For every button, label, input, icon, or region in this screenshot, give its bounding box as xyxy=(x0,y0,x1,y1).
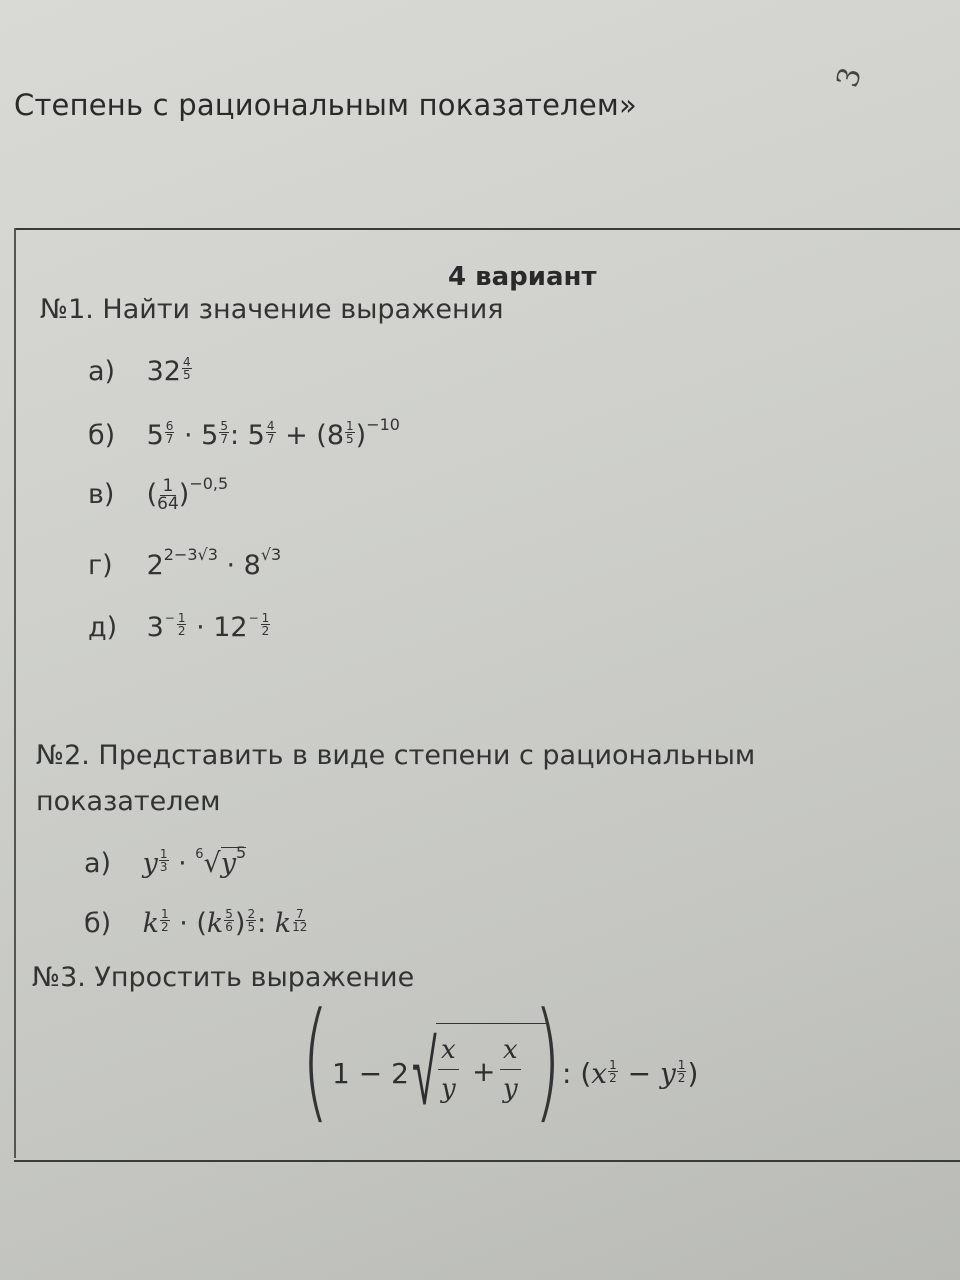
task1-item-b: б) 5 $\frac{6}{7}$ · 5 $\frac{5}{7}$ : 5 $\frac{4}{7}$ + (8 $\frac{1}{5}$ )$^{-10}$ xyxy=(88,415,400,451)
task2-item-b: б) k $\frac{1}{2}$ · (k $\frac{5}{6}$ ) $\frac{2}{5}$ : k $\frac{7}{12}$ xyxy=(84,907,308,939)
task1-item-a: а) 32 $\frac{4}{5}$ xyxy=(88,355,191,387)
task2-heading-line2: показателем xyxy=(36,786,221,817)
divider-left xyxy=(14,228,16,1158)
item-label: д) xyxy=(88,612,118,643)
task1-item-v: в) ( $\frac{1}{64}$ )$^{-0,5}$ xyxy=(88,474,229,514)
item-label: а) xyxy=(84,848,112,879)
item-label: б) xyxy=(84,908,112,939)
task1-heading: №1. Найти значение выражения xyxy=(40,294,504,325)
item-label: б) xyxy=(88,420,116,451)
task2-heading-line1: №2. Представить в виде степени с рациональным xyxy=(36,740,756,771)
divider-bottom xyxy=(14,1160,960,1162)
item-label: в) xyxy=(88,479,115,510)
task1-item-g: г) $2^{2-3√3} \cdot 8^{√3}$ xyxy=(88,545,282,581)
page-number-mark: 3 xyxy=(830,63,869,92)
document-title: Степень с рациональным показателем» xyxy=(14,88,637,122)
task3-heading: №3. Упростить выражение xyxy=(32,962,415,993)
item-label: г) xyxy=(88,550,113,581)
task1-item-d: д) 3 − $\frac{1}{2}$ · 12 − $\frac{1}{2}$ xyxy=(88,611,270,643)
divider-top xyxy=(14,228,960,230)
task2-item-a: а) y $\frac{1}{3}$ · $^6√y^5$ xyxy=(84,843,247,879)
item-label: а) xyxy=(88,356,116,387)
variant-label: 4 вариант xyxy=(448,262,597,292)
